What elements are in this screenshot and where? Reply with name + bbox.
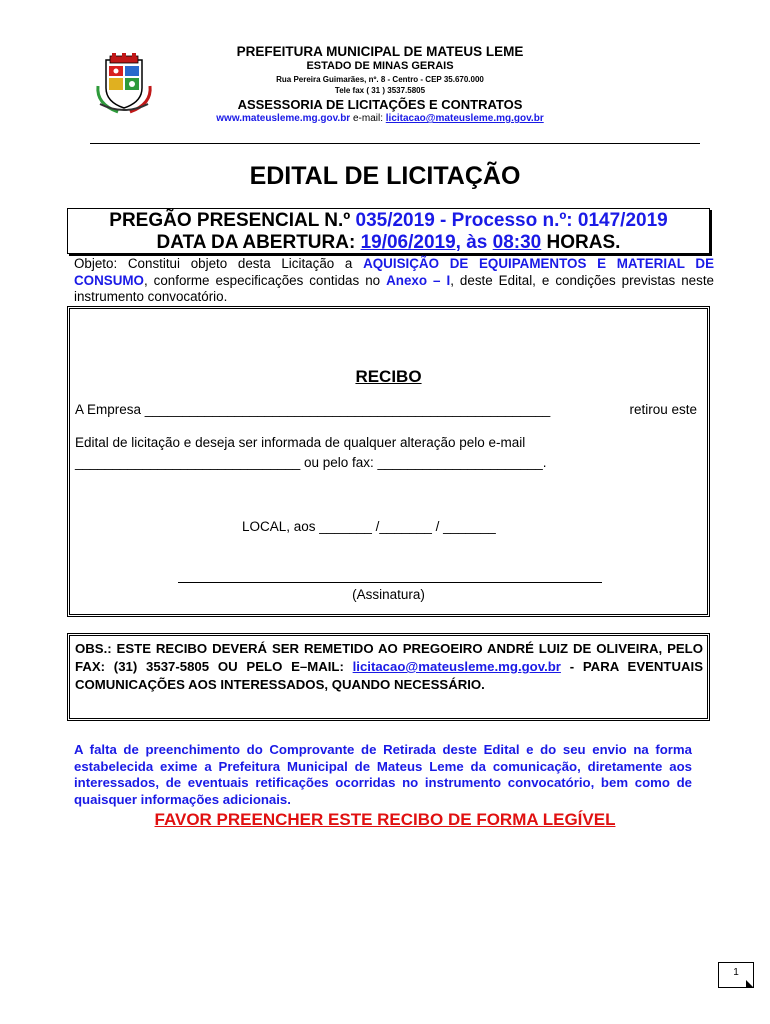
header-divider — [90, 143, 700, 144]
process-box — [67, 208, 710, 254]
page-fold-icon — [746, 980, 754, 988]
email-fax-field[interactable]: ______________________________ ou pelo fax: ______________________. — [75, 455, 547, 470]
opening-date: 19/06/2019, — [360, 232, 461, 253]
header-state: ESTADO DE MINAS GERAIS — [306, 60, 454, 72]
edital-line: Edital de licitação e deseja ser informada de qualquer alteração pelo e-mail — [75, 435, 526, 450]
process-number: 0147/2019 — [577, 210, 668, 231]
pregao-number: 035/2019 — [355, 210, 435, 231]
receipt-title: RECIBO — [355, 367, 422, 386]
obs-box — [67, 633, 710, 721]
opening-time: 08:30 — [492, 232, 542, 253]
obs-email-link[interactable]: licitacao@mateusleme.mg.gov.br — [352, 659, 561, 674]
page-title: EDITAL DE LICITAÇÃO — [249, 162, 521, 190]
process-prefix: PREGÃO PRESENCIAL N.º — [109, 210, 356, 231]
email-label: e-mail: — [350, 113, 386, 124]
header-contact — [170, 113, 590, 124]
signature-line[interactable] — [178, 582, 602, 583]
email-link[interactable]: licitacao@mateusleme.mg.gov.br — [385, 113, 544, 124]
notice-paragraph: A falta de preenchimento do Comprovante de Retirada deste Edital e do seu envio na forma estabelecida exime a Prefeitura Municipal de Mateus Leme da comunicação, diretamente aos interessados, de eventuais retificações ocorridas no instrumento convocatório, bem como de quaisquer informações adicionais. — [74, 742, 692, 807]
page-number-text: 1 — [733, 967, 739, 978]
opening-date-line — [68, 232, 709, 254]
process-middle: - Processo n.º: — [434, 210, 578, 231]
objeto-highlight: AQUISIÇÃO DE EQUIPAMENTOS E MATERIAL DE CONSUMO — [74, 256, 714, 288]
objeto-text-1: Objeto: Constitui objeto desta Licitação a — [74, 256, 364, 271]
object-paragraph — [74, 256, 714, 306]
company-field[interactable]: A Empresa ______________________________________________________ — [75, 402, 551, 417]
header-address: Rua Pereira Guimarães, nº. 8 - Centro - CEP 35.670.000 — [276, 75, 484, 84]
process-line — [68, 210, 709, 232]
municipal-crest-icon — [92, 52, 156, 116]
page-number — [718, 962, 754, 988]
local-date-field[interactable]: LOCAL, aos _______ /_______ / _______ — [242, 519, 496, 534]
fill-legibly-notice: FAVOR PREENCHER ESTE RECIBO DE FORMA LEGÍVEL — [154, 810, 616, 829]
objeto-text-3: , deste Edital, e condições previstas neste instrumento convocatório. — [74, 272, 714, 304]
retirou-label: retirou este — [629, 402, 697, 417]
date-prefix: DATA DA ABERTURA: — [156, 232, 361, 253]
objeto-text-2: , conforme especificações contidas no — [143, 272, 387, 288]
obs-text — [75, 640, 703, 694]
header-department: ASSESSORIA DE LICITAÇÕES E CONTRATOS — [237, 97, 523, 112]
obs-text-1: OBS.: ESTE RECIBO DEVERÁ SER REMETIDO AO PREGOEIRO ANDRÉ LUIZ DE OLIVEIRA, PELO FAX: (31) 3537-5805 OU PELO E–MAIL: — [75, 641, 703, 674]
obs-text-2: - PARA EVENTUAIS COMUNICAÇÕES AOS INTERESSADOS, QUANDO NECESSÁRIO. — [75, 659, 703, 692]
date-at: às — [460, 232, 493, 253]
signature-label: (Assinatura) — [352, 587, 425, 602]
hours-label: HORAS. — [541, 232, 621, 253]
website-link[interactable]: www.mateusleme.mg.gov.br — [216, 113, 351, 124]
anexo-reference: Anexo – I — [386, 272, 451, 288]
header-phone: Tele fax ( 31 ) 3537.5805 — [334, 86, 426, 95]
header-municipality: PREFEITURA MUNICIPAL DE MATEUS LEME — [236, 44, 524, 59]
receipt-form — [67, 306, 710, 617]
